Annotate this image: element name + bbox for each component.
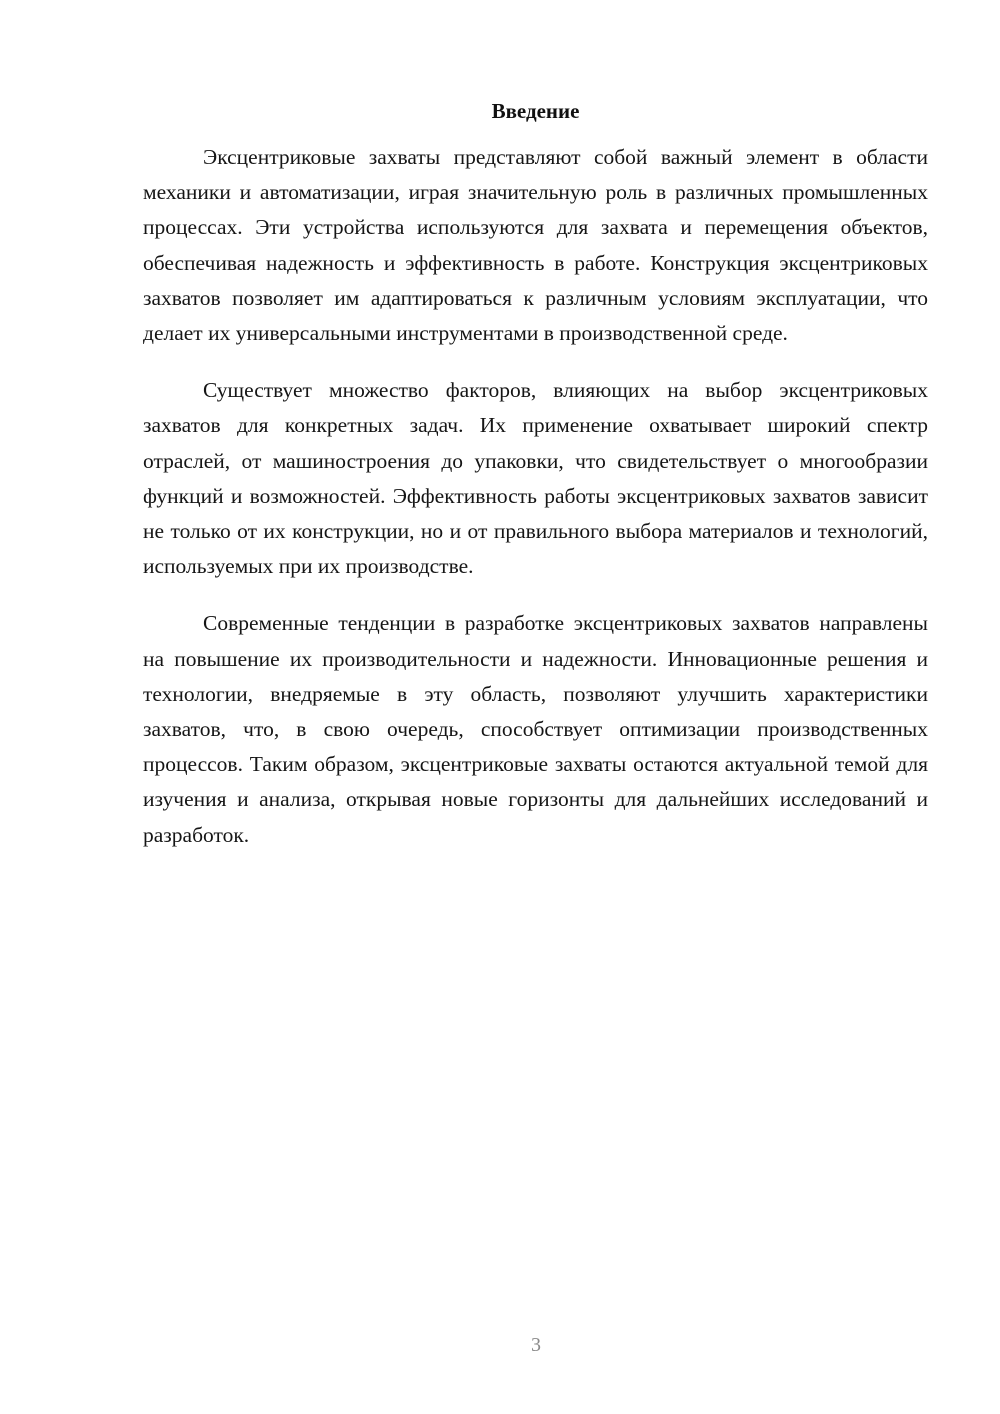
paragraph-3: Современные тенденции в разработке эксцентриковых захватов направлены на повышение их производительности и надежности. Инновационные решения и технологии, внедряемые в эту область, позволяют улучшить характеристики захватов, что, в свою очередь, способствует оптимизации производственных процессов. Таким образом, эксцентриковые захваты остаются актуальной темой для изучения и анализа, открывая новые горизонты для дальнейших исследований и разработок. [143,611,928,847]
paragraph-2: Существует множество факторов, влияющих на выбор эксцентриковых захватов для конкретных задач. Их применение охватывает широкий спектр отраслей, от машиностроения до упаковки, что свидетельствует о многообразии функций и возможностей. Эффективность работы эксцентриковых захватов зависит не только от их конструкции, но и от правильного выбора материалов и технологий, используемых при их производстве. [143,378,928,579]
section-heading: Введение [491,99,580,123]
page-content [143,96,928,875]
paragraph-1: Эксцентриковые захваты представляют собой важный элемент в области механики и автоматизации, играя значительную роль в различных промышленных процессах. Эти устройства используются для захвата и перемещения объектов, обеспечивая надежность и эффективность в работе. Конструкция эксцентриковых захватов позволяет им адаптироваться к различным условиям эксплуатации, что делает их универсальными инструментами в производственной среде. [143,145,928,346]
page-number: 3 [531,1334,541,1356]
